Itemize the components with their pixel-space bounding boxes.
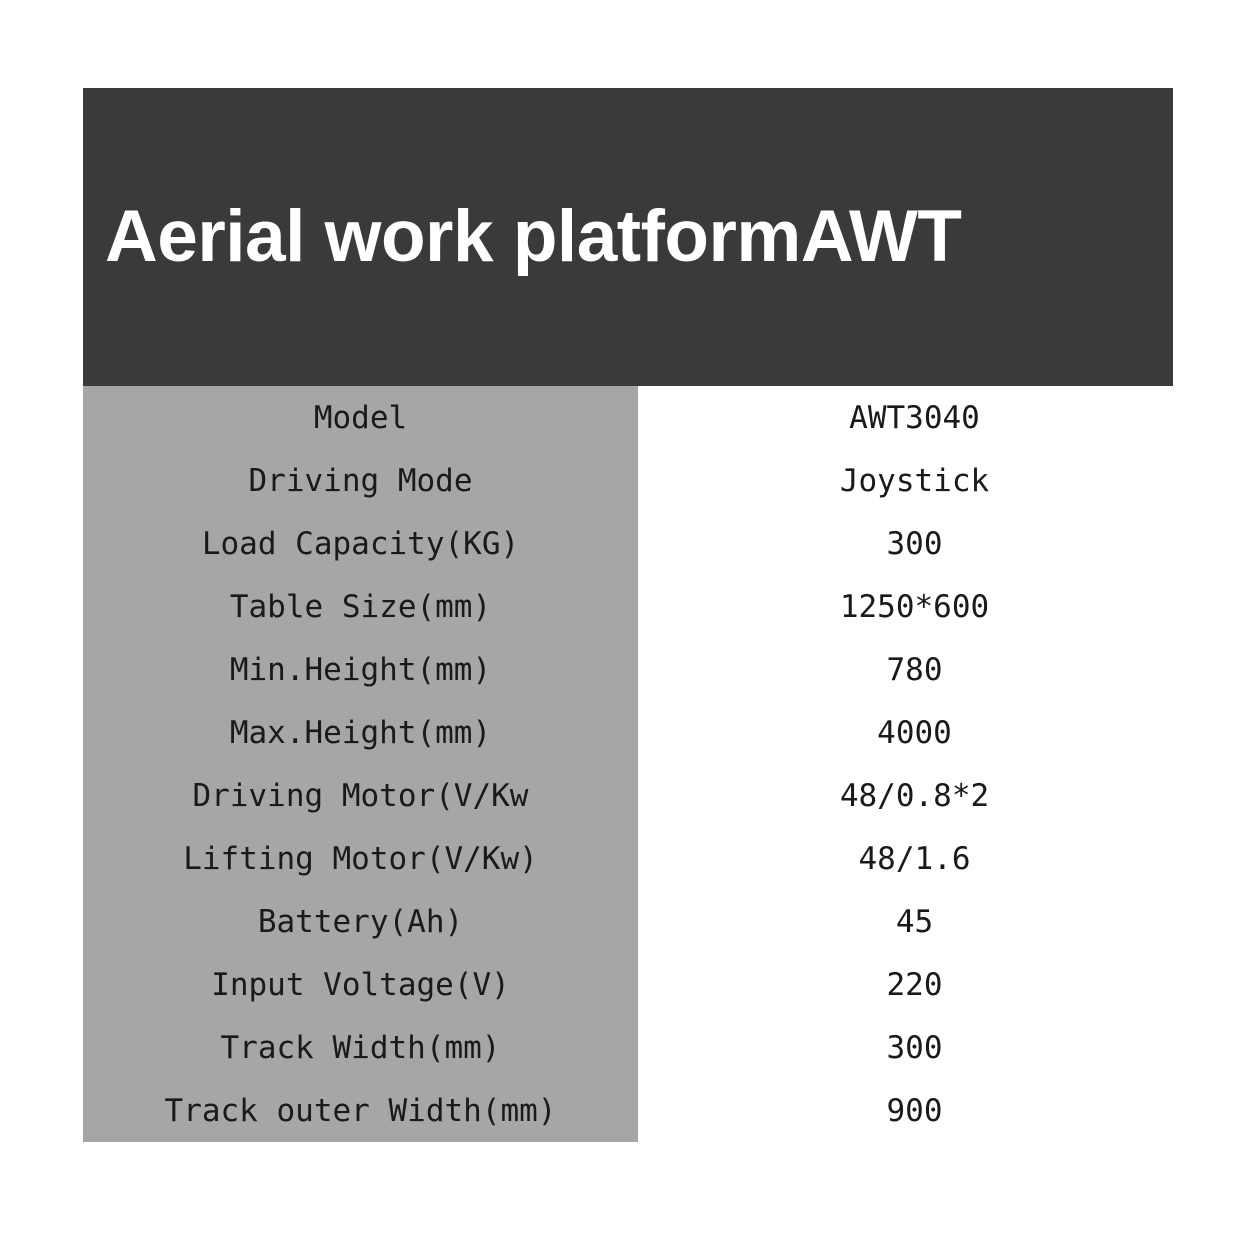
spec-label: Input Voltage(V) bbox=[83, 953, 638, 1016]
spec-value: 780 bbox=[638, 638, 1173, 701]
table-row bbox=[83, 701, 1173, 764]
table-row bbox=[83, 764, 1173, 827]
spec-label: Driving Motor(V/Kw bbox=[83, 764, 638, 827]
table-row bbox=[83, 575, 1173, 638]
table-row bbox=[83, 449, 1173, 512]
spec-value: 1250*600 bbox=[638, 575, 1173, 638]
spec-rows bbox=[83, 386, 1173, 1142]
spec-value: 300 bbox=[638, 1016, 1173, 1079]
table-row bbox=[83, 386, 1173, 449]
spec-value: AWT3040 bbox=[638, 386, 1173, 449]
table-row bbox=[83, 1016, 1173, 1079]
table-row bbox=[83, 638, 1173, 701]
spec-value: Joystick bbox=[638, 449, 1173, 512]
spec-label: Max.Height(mm) bbox=[83, 701, 638, 764]
table-row bbox=[83, 890, 1173, 953]
spec-label: Driving Mode bbox=[83, 449, 638, 512]
spec-label: Table Size(mm) bbox=[83, 575, 638, 638]
spec-label: Model bbox=[83, 386, 638, 449]
specification-table bbox=[83, 88, 1173, 1142]
spec-label: Track outer Width(mm) bbox=[83, 1079, 638, 1142]
table-row bbox=[83, 1079, 1173, 1142]
spec-label: Battery(Ah) bbox=[83, 890, 638, 953]
spec-label: Min.Height(mm) bbox=[83, 638, 638, 701]
title-bar bbox=[83, 88, 1173, 386]
spec-label: Load Capacity(KG) bbox=[83, 512, 638, 575]
spec-value: 4000 bbox=[638, 701, 1173, 764]
spec-label: Track Width(mm) bbox=[83, 1016, 638, 1079]
spec-label: Lifting Motor(V/Kw) bbox=[83, 827, 638, 890]
table-row bbox=[83, 953, 1173, 1016]
spec-value: 300 bbox=[638, 512, 1173, 575]
page-title: Aerial work platformAWT bbox=[105, 195, 962, 277]
spec-value: 900 bbox=[638, 1079, 1173, 1142]
table-row bbox=[83, 827, 1173, 890]
spec-value: 48/1.6 bbox=[638, 827, 1173, 890]
spec-value: 48/0.8*2 bbox=[638, 764, 1173, 827]
table-row bbox=[83, 512, 1173, 575]
spec-value: 220 bbox=[638, 953, 1173, 1016]
spec-value: 45 bbox=[638, 890, 1173, 953]
